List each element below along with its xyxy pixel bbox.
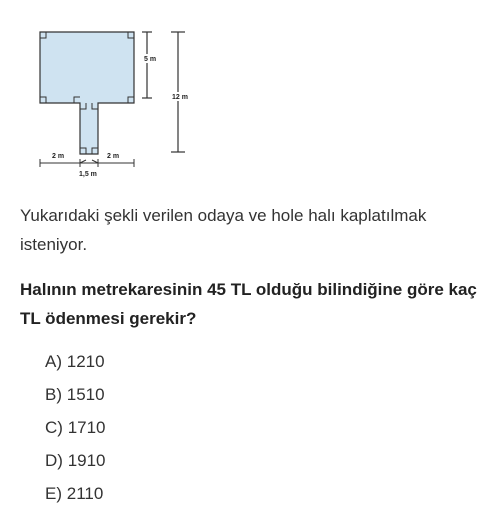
question-prompt: Halının metrekaresinin 45 TL olduğu bilindiğine göre kaç TL ödenmesi gerekir? xyxy=(20,280,477,328)
width-dimensions xyxy=(40,159,134,167)
top-height-label: 5 m xyxy=(144,56,157,63)
right-width-label: 2 m xyxy=(107,153,120,160)
room-and-hall-shape xyxy=(40,32,134,154)
left-width-label: 2 m xyxy=(52,153,65,160)
option-letter: A) xyxy=(45,352,62,371)
option-value: 2110 xyxy=(66,484,104,503)
top-height-dimension xyxy=(142,32,152,98)
option-a[interactable] xyxy=(45,345,106,378)
option-letter: B) xyxy=(45,385,62,404)
option-value: 1510 xyxy=(66,385,105,404)
hall-width-label: 1,5 m xyxy=(79,171,97,178)
option-e[interactable] xyxy=(45,477,106,510)
answer-options xyxy=(45,345,106,510)
option-value: 1910 xyxy=(67,451,106,470)
option-letter: E) xyxy=(45,484,62,503)
option-b[interactable] xyxy=(45,378,106,411)
total-height-label: 12 m xyxy=(172,94,188,101)
option-letter: D) xyxy=(45,451,63,470)
option-d[interactable] xyxy=(45,444,106,477)
question-text: Yukarıdaki şekli verilen odaya ve hole halı kaplatılmak isteniyor. xyxy=(20,206,427,254)
option-value: 1710 xyxy=(67,418,106,437)
option-c[interactable] xyxy=(45,411,106,444)
option-value: 1210 xyxy=(66,352,105,371)
floor-plan-figure xyxy=(0,0,200,185)
option-letter: C) xyxy=(45,418,63,437)
